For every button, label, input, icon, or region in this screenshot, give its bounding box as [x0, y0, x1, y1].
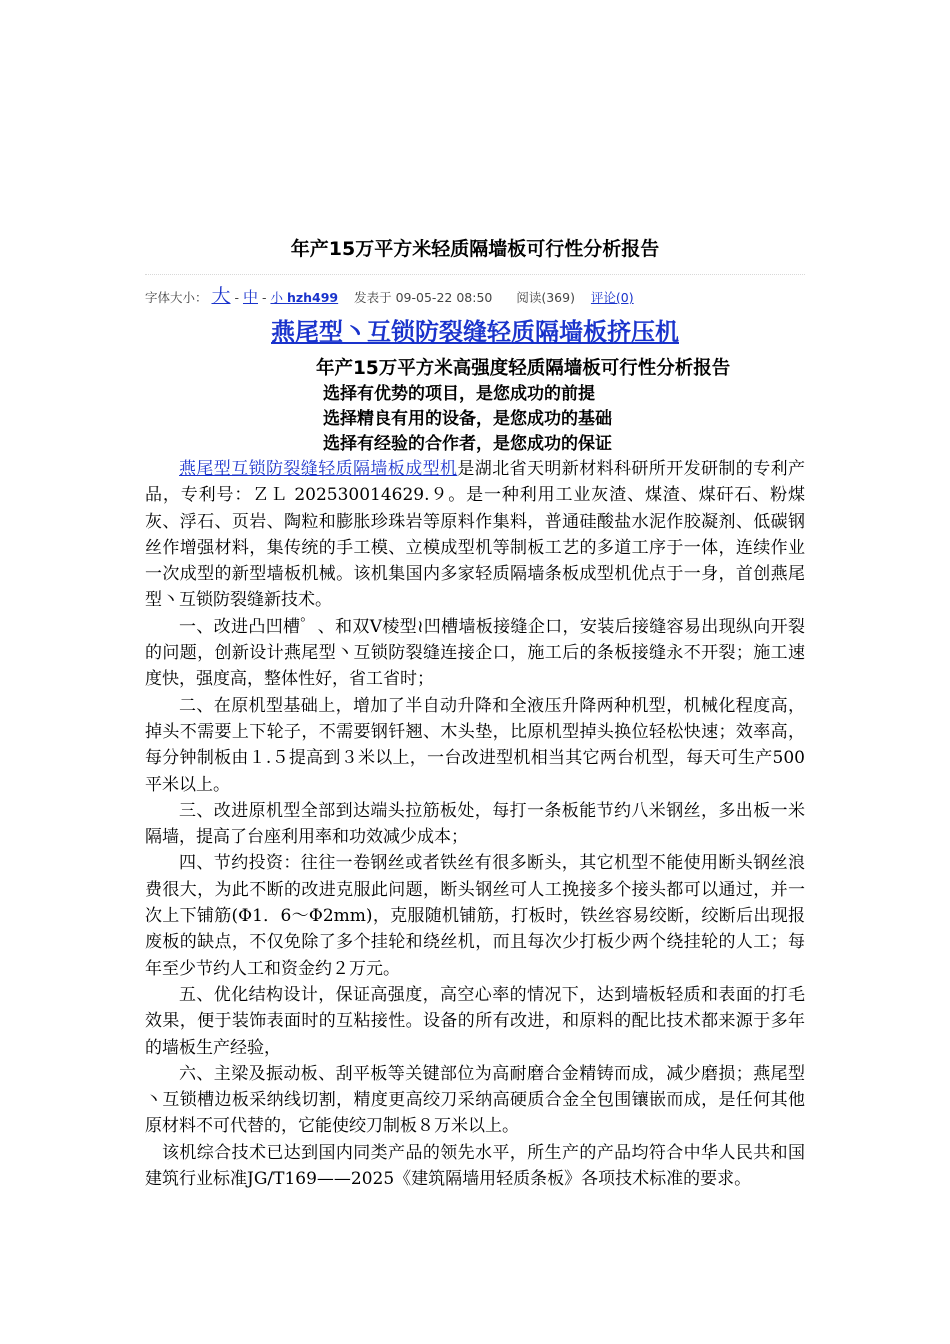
feature-paragraph-5: 五、优化结构设计，保证高强度，高空心率的情况下，达到墙板轻质和表面的打毛效果，便于装饰表面时的互粘接性。设备的所有改进，和原料的配比技术都来源于多年的墙板生产经验， — [145, 984, 805, 1058]
author-name: hzh499 — [286, 290, 339, 305]
font-size-label: 字体大小： — [145, 290, 208, 305]
feature-paragraph-3: 三、改进原机型全部到达端头拉筋板处，每打一条板能节约八米钢丝，多出板一米隔墙，提高了台座利用率和功效减少成本； — [145, 800, 805, 848]
summary-paragraph: 该机综合技术已达到国内同类产品的领先水平，所生产的产品均符合中华人民共和国建筑行业标准JG/T169——2025《建筑隔墙用轻质条板》各项技术标准的要求。 — [145, 1142, 805, 1190]
posted-time: 09-05-22 08:50 — [395, 290, 493, 305]
font-medium-link[interactable]: 中 — [242, 288, 258, 306]
posted-label: 发表于 — [354, 290, 392, 305]
title-divider — [145, 274, 805, 275]
font-separator: - — [234, 290, 243, 305]
feature-paragraph-4: 四、节约投资：往往一卷钢丝或者铁丝有很多断头，其它机型不能使用断头钢丝浪费很大，为此不断的改进克服此问题，断头钢丝可人工挽接多个接头都可以通过，并一次上下铺筋(Φ1．6～Φ2mm)，克服随机铺筋，打板时，铁丝容易绞断，绞断后出现报废板的缺点，不仅免除了多个挂轮和绕丝机，而且每次少打板少两个绕挂轮的人工；每年至少节约人工和资金约２万元。 — [145, 853, 805, 979]
report-subtitle: 年产15万平方米高强度轻质隔墙板可行性分析报告 — [316, 358, 731, 379]
read-count: 阅读(369) — [516, 290, 575, 305]
slogan-line: 选择有经验的合作者，是您成功的保证 — [323, 434, 612, 454]
page-title: 年产15万平方米轻质隔墙板可行性分析报告 — [290, 238, 660, 260]
article-body — [145, 456, 805, 1192]
post-meta-bar — [145, 284, 634, 310]
product-link[interactable]: 燕尾型互锁防裂缝轻质隔墙板成型机 — [179, 459, 458, 479]
comments-link[interactable]: 评论(0) — [590, 290, 634, 305]
author-prefix: 小 — [270, 290, 283, 305]
slogan-line: 选择精良有用的设备，是您成功的基础 — [323, 409, 612, 429]
font-large-link[interactable]: 大 — [211, 285, 231, 307]
product-banner-link[interactable]: 燕尾型丶互锁防裂缝轻质隔墙板挤压机 — [271, 318, 679, 346]
feature-paragraph-2: 二、在原机型基础上，增加了半自动升降和全液压升降两种机型，机械化程度高，掉头不需要上下轮子，不需要钢钎翘、木头垫，比原机型掉头换位轻松快速；效率高，每分钟制板由１.５提高到３米以上，一台改进型机相当其它两台机型，每天可生产500平米以上。 — [145, 695, 805, 795]
author-link[interactable] — [270, 290, 338, 305]
feature-paragraph-6: 六、主梁及振动板、刮平板等关键部位为高耐磨合金精铸而成，减少磨损；燕尾型丶互锁槽边板采纳线切割，精度更高绞刀采纳高硬质合金全包围镶嵌而成，是任何其他原材料不可代替的，它能使绞刀制板８万米以上。 — [145, 1063, 805, 1137]
slogan-line: 选择有优势的项目，是您成功的前提 — [323, 384, 595, 404]
feature-paragraph-1: 一、改进凸凹槽゜、和双Ⅴ棱型≀凹槽墙板接缝企口，安装后接缝容易出现纵向开裂的问题，创新设计燕尾型丶互锁防裂缝连接企口，施工后的条板接缝永不开裂；施工速度快，强度高，整体性好，省工省时； — [145, 616, 805, 690]
font-separator: - — [261, 290, 271, 305]
intro-text: 是湖北省天明新材料科研所开发研制的专利产品，专利号：ＺＬ 202530014629.９。是一种利用工业灰渣、煤渣、煤矸石、粉煤灰、浮石、页岩、陶粒和膨胀珍珠岩等原料作集料，普通硅酸盐水泥作胶凝剂、低碳钢丝作增强材料，集传统的手工模、立模成型机等制板工艺的多道工序于一体，连续作业一次成型的新型墙板机械。该机集国内多家轻质隔墙条板成型机优点于一身，首创燕尾型丶互锁防裂缝新技术。 — [145, 459, 806, 611]
intro-paragraph — [145, 456, 805, 614]
